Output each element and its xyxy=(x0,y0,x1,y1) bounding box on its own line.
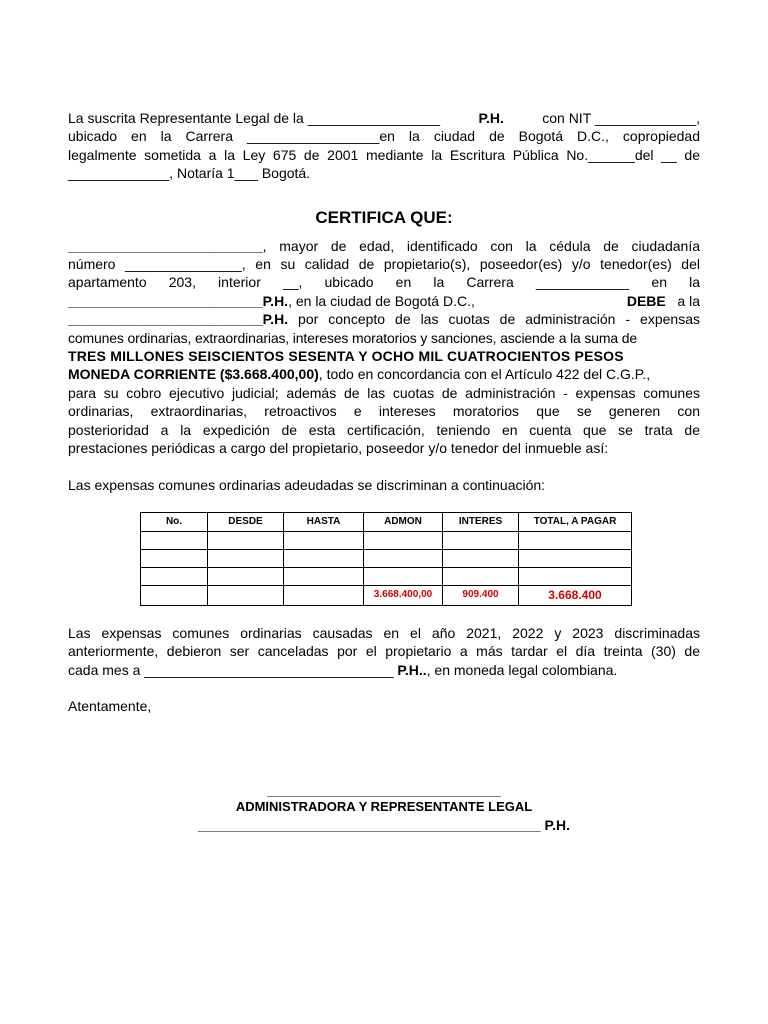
body-line-12: prestaciones periódicas a cargo del propietario, poseedor y/o tenedor del inmueble así: xyxy=(68,440,609,457)
col-header-total: TOTAL, A PAGAR xyxy=(519,512,632,531)
body-text: a la xyxy=(677,292,700,309)
causadas-line-1: Las expensas comunes ordinarias causadas en el año 2021, 2022 y 2023 discriminadas xyxy=(68,624,700,641)
table-row xyxy=(141,568,632,586)
body-line-2: número _______________, en su calidad de propietario(s), poseedor(es) y/o tenedor(es) del xyxy=(68,256,700,273)
amount-in-words: TRES MILLONES SEISCIENTOS SESENTA Y OCHO MIL CUATROCIENTOS PESOS xyxy=(68,348,624,365)
col-header-desde: DESDE xyxy=(208,512,284,531)
closing-text: Atentamente, xyxy=(68,697,152,714)
amount-currency: MONEDA CORRIENTE ($3.668.400,00) xyxy=(68,366,319,383)
intro-line-2: ubicado en la Carrera _________________en la ciudad de Bogotá D.C., copropiedad xyxy=(68,128,700,145)
causadas-paragraph xyxy=(68,624,700,679)
total-interes: 909.400 xyxy=(443,586,519,605)
causadas-text: cada mes a ________________________________ xyxy=(68,661,398,678)
col-header-no: No. xyxy=(141,512,208,531)
body-line-1 xyxy=(68,237,700,255)
table-row xyxy=(141,550,632,568)
body-paragraph xyxy=(68,237,700,458)
ph-label: P.H. xyxy=(478,110,504,126)
ph-blank-2: _________________________P.H. xyxy=(68,311,289,328)
signature-role: ADMINISTRADORA Y REPRESENTANTE LEGAL xyxy=(235,799,533,814)
col-header-admon: ADMON xyxy=(364,512,443,531)
intro-text: La suscrita Representante Legal de la _________________ xyxy=(68,110,441,126)
certifica-title: CERTIFICA QUE: xyxy=(315,207,453,227)
body-line-3: apartamento 203, interior __, ubicado en la Carrera ____________ en la xyxy=(68,274,700,291)
entity-suffix: P.H. xyxy=(540,817,570,833)
body-line-11: posterioridad a la expedición de esta certificación, teniendo en cuenta que se trata de xyxy=(68,421,700,438)
causadas-line-2: anteriormente, debieron ser canceladas por el propietario a más tardar el día treinta (30) de xyxy=(68,643,700,660)
body-text: , mayor de edad, identificado con la cédula de ciudadanía xyxy=(262,237,700,254)
ph-label: P.H.. xyxy=(397,661,427,678)
signature-entity xyxy=(0,816,768,834)
ph-blank-1: _________________________P.H. xyxy=(68,292,289,309)
body-line-6: comunes ordinarias, extraordinarias, intereses moratorios y sanciones, asciende a la suma de xyxy=(68,329,638,346)
body-line-5 xyxy=(68,310,700,328)
col-header-interes: INTERES xyxy=(443,512,519,531)
debe-label: DEBE xyxy=(626,292,666,309)
intro-line-1 xyxy=(68,109,700,127)
table-total-row xyxy=(141,586,632,605)
body-line-4 xyxy=(68,292,700,310)
intro-line-3: legalmente sometida a la Ley 675 de 2001 mediante la Escritura Pública No.______del __ de xyxy=(68,146,700,163)
signature-line: ______________________________ xyxy=(267,782,501,798)
body-line-9: para su cobro ejecutivo judicial; además de las cuotas de administración - expensas comunes xyxy=(68,384,700,401)
intro-line-4: _____________, Notaría 1___ Bogotá. xyxy=(68,165,311,182)
intro-paragraph xyxy=(68,109,700,183)
body-line-10: ordinarias, extraordinarias, retroactivos e intereses moratorios que se generen con xyxy=(68,403,700,420)
expensas-table xyxy=(140,512,632,606)
body-text: , en la ciudad de Bogotá D.C., xyxy=(288,292,475,309)
col-header-hasta: HASTA xyxy=(284,512,364,531)
total-a-pagar: 3.668.400 xyxy=(519,586,632,605)
table-row xyxy=(141,532,632,550)
name-blank: _________________________ xyxy=(68,237,263,254)
table-header-row xyxy=(141,512,632,531)
document-page xyxy=(68,109,700,715)
intro-nit: con NIT _____________, xyxy=(542,110,700,126)
causadas-text: , en moneda legal colombiana. xyxy=(426,661,618,678)
causadas-line-3 xyxy=(68,661,700,679)
discrimina-text: Las expensas comunes ordinarias adeudadas se discriminan a continuación: xyxy=(68,476,546,493)
body-text: por concepto de las cuotas de administración - expensas xyxy=(288,311,700,328)
body-line-8 xyxy=(68,365,700,383)
body-text: , todo en concordancia con el Artículo 422 del C.G.P., xyxy=(318,366,651,383)
entity-blank: ____________________________________________ xyxy=(198,817,541,833)
total-admon: 3.668.400,00 xyxy=(364,586,443,605)
